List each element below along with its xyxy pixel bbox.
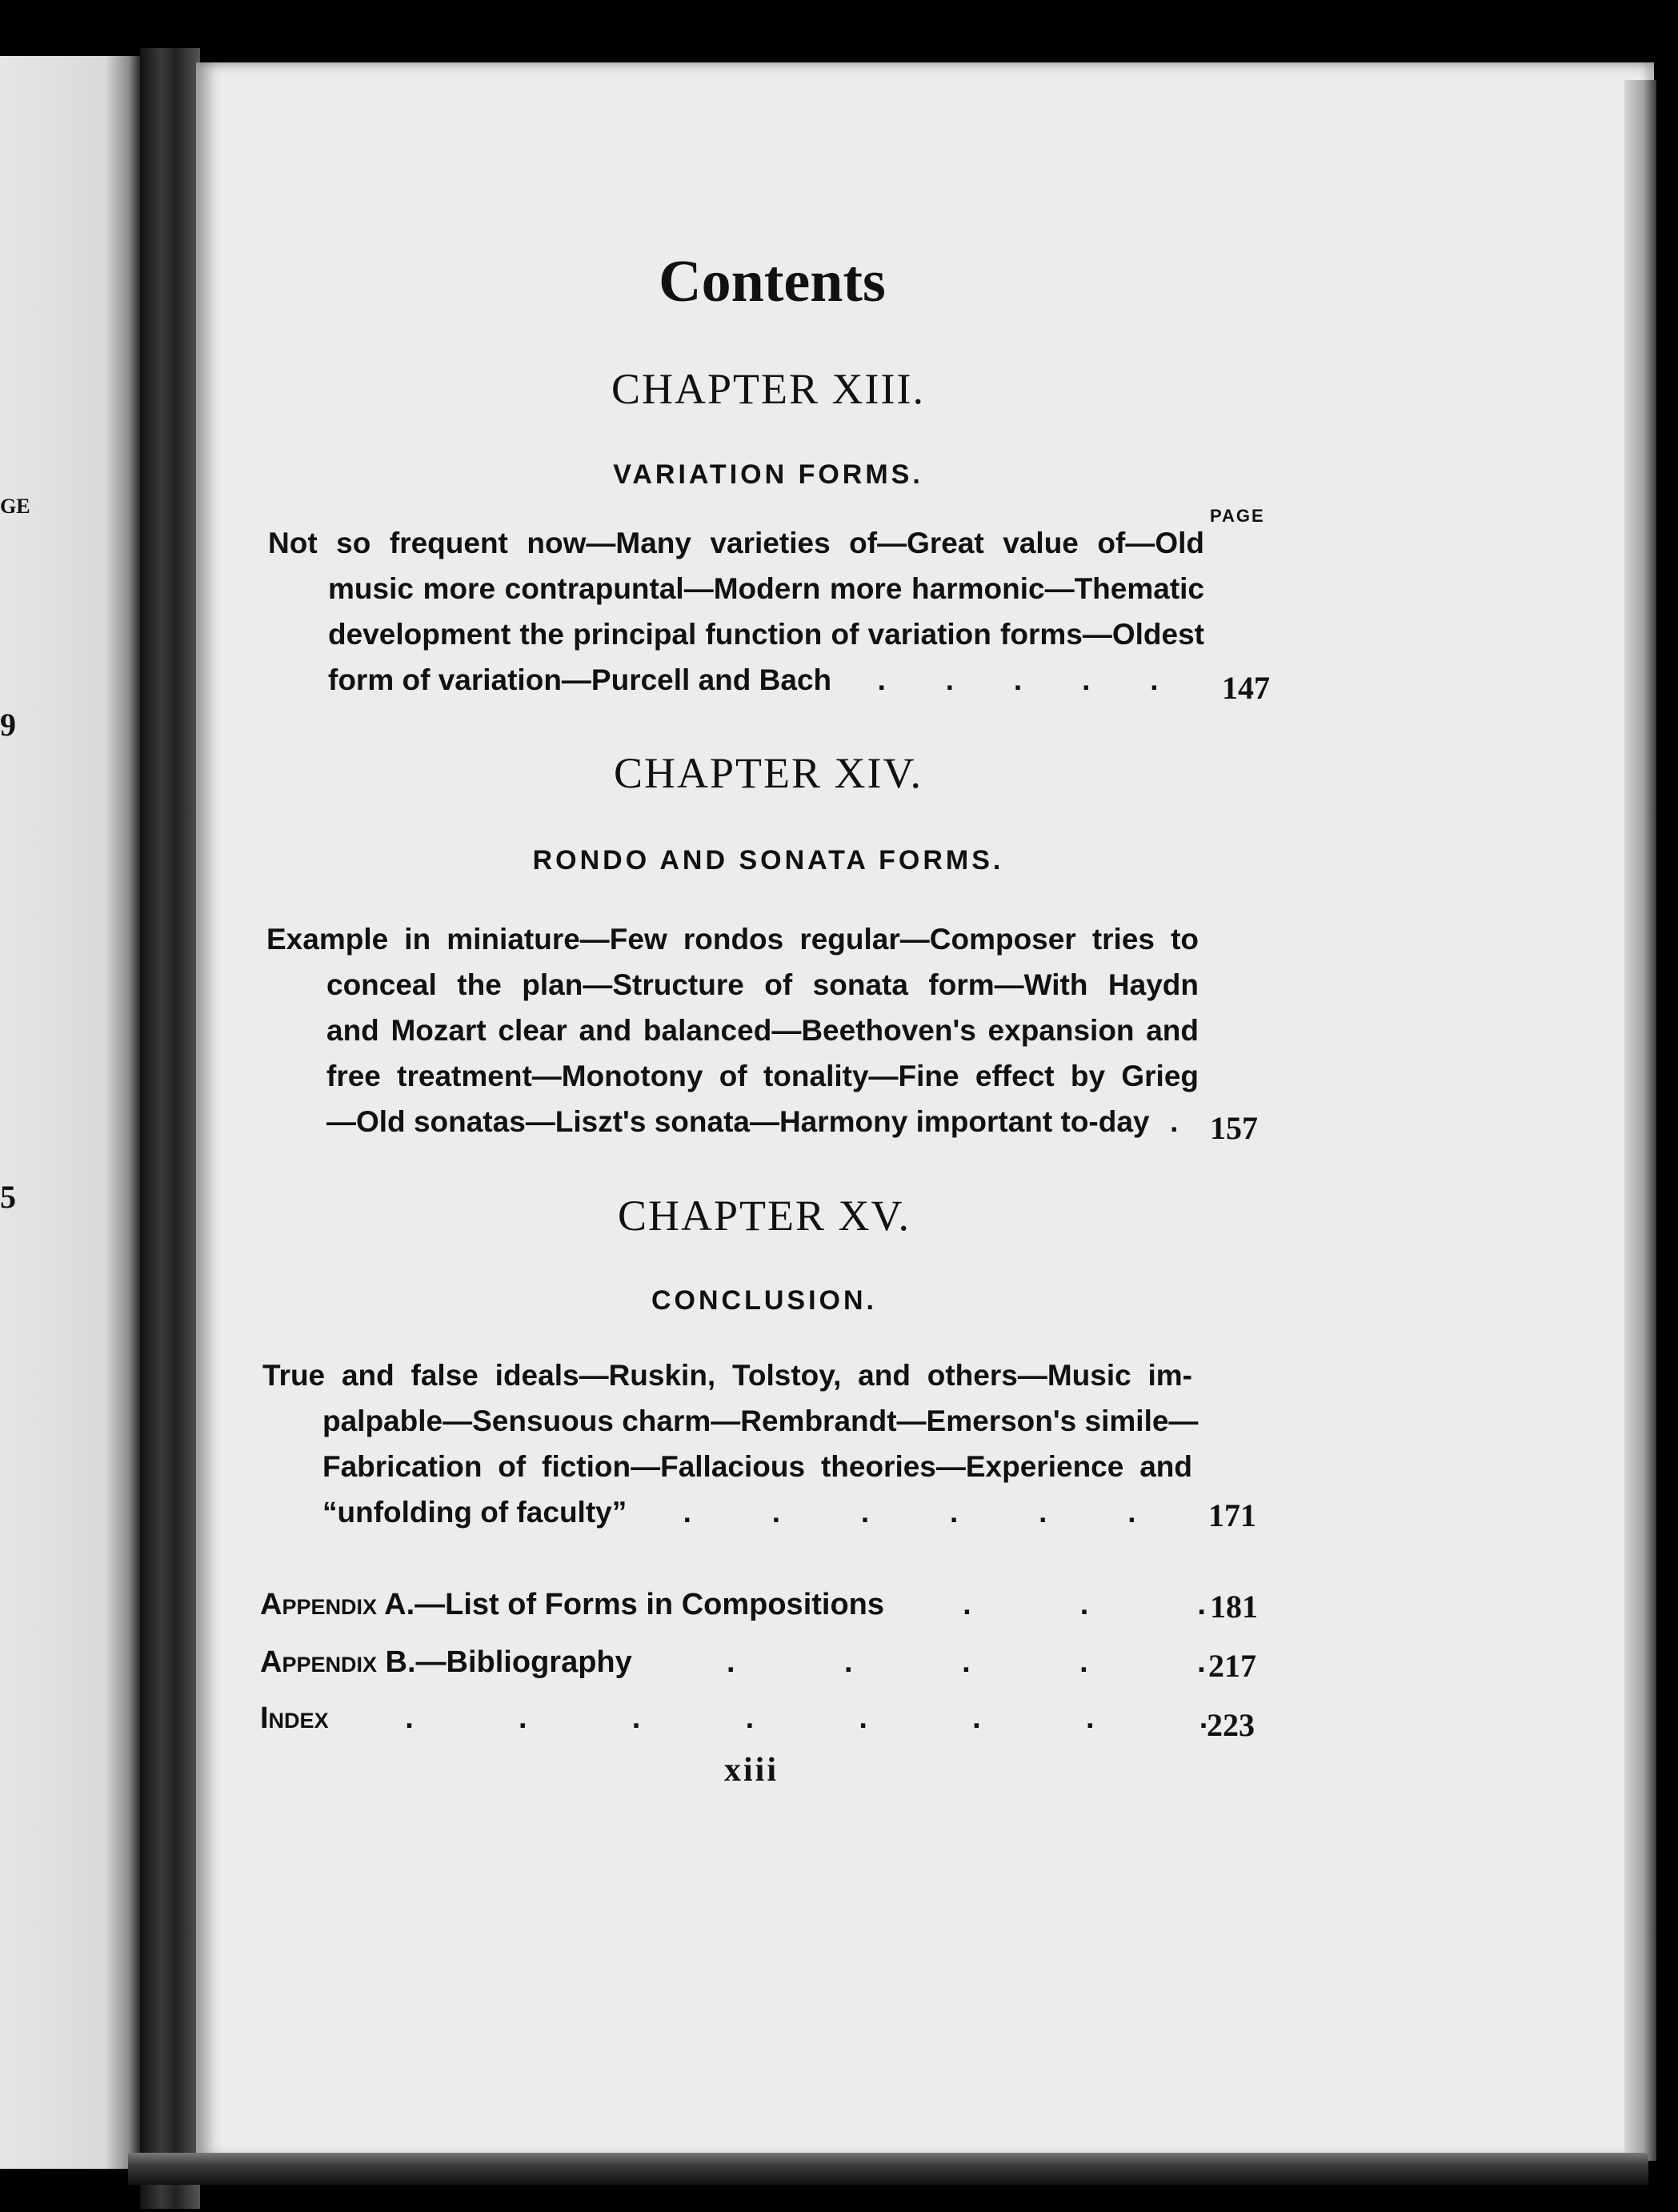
summary-line: conceal the plan—Structure of sonata form—With Haydn bbox=[326, 968, 1199, 1001]
page-title: Contents bbox=[659, 249, 886, 315]
page-column-label: PAGE bbox=[1210, 506, 1265, 526]
index-row bbox=[260, 1701, 1260, 1736]
summary-line: True and false ideals—Ruskin, Tolstoy, and others—Music im- bbox=[262, 1359, 1192, 1392]
chapter-14-summary bbox=[266, 916, 1199, 1144]
appendix-b-page-number: 217 bbox=[1208, 1648, 1256, 1684]
chapter-13-page-number: 147 bbox=[1222, 670, 1270, 706]
page-right-edge bbox=[1624, 80, 1656, 2161]
dot-leader: . . . bbox=[963, 1588, 1206, 1621]
left-page-fragment-1: GE bbox=[0, 495, 30, 518]
summary-line: Not so frequent now—Many varieties of—Great value of—Old bbox=[268, 527, 1204, 559]
summary-line: development the principal function of variation forms—Oldest bbox=[328, 618, 1204, 651]
summary-line: free treatment—Monotony of tonality—Fine effect by Grieg bbox=[326, 1060, 1199, 1092]
chapter-14-page-number: 157 bbox=[1210, 1110, 1258, 1146]
dot-leader: . . . . . bbox=[727, 1645, 1206, 1679]
appendix-a-page-number: 181 bbox=[1210, 1589, 1258, 1625]
summary-line: Example in miniature—Few rondos regular—Composer tries to bbox=[266, 923, 1199, 956]
chapter-15-heading: CHAPTER XV. bbox=[617, 1192, 911, 1240]
summary-last-line bbox=[326, 1099, 1199, 1144]
appendix-b-label: Appendix B.—Bibliography bbox=[260, 1645, 632, 1679]
page-bottom-edge bbox=[128, 2153, 1648, 2185]
summary-line: Fabrication of fiction—Fallacious theories—Experience and bbox=[322, 1450, 1192, 1483]
dot-leader: . bbox=[1170, 1105, 1179, 1138]
summary-line: “unfolding of faculty” bbox=[322, 1496, 627, 1529]
summary-last-line bbox=[322, 1489, 1192, 1535]
page-folio: xiii bbox=[724, 1752, 779, 1789]
summary-line: —Old sonatas—Liszt's sonata—Harmony important to-day bbox=[326, 1105, 1150, 1138]
index-page-number: 223 bbox=[1207, 1707, 1255, 1743]
summary-line: form of variation—Purcell and Bach bbox=[328, 663, 832, 696]
chapter-15-page-number: 171 bbox=[1208, 1497, 1256, 1533]
chapter-13-heading: CHAPTER XIII. bbox=[611, 365, 925, 413]
chapter-13-subheading: VARIATION FORMS. bbox=[613, 459, 923, 490]
summary-line: and Mozart clear and balanced—Beethoven's expansion and bbox=[326, 1014, 1199, 1047]
chapter-15-subheading: CONCLUSION. bbox=[651, 1285, 877, 1316]
summary-last-line bbox=[328, 657, 1204, 703]
dot-leader: . . . . . bbox=[877, 663, 1159, 696]
chapter-14-heading: CHAPTER XIV. bbox=[613, 749, 923, 797]
appendix-a-label: Appendix A.—List of Forms in Compositions bbox=[260, 1588, 885, 1621]
book-gutter bbox=[140, 48, 200, 2209]
appendix-a-row bbox=[260, 1588, 1260, 1622]
left-page-sliver bbox=[0, 56, 140, 2169]
chapter-13-summary bbox=[268, 520, 1204, 703]
left-page-fragment-2: 9 bbox=[0, 707, 16, 743]
chapter-15-summary bbox=[262, 1352, 1199, 1535]
chapter-14-subheading: RONDO AND SONATA FORMS. bbox=[532, 845, 1004, 876]
left-page-fragment-3: 5 bbox=[0, 1179, 16, 1215]
appendix-b-row bbox=[260, 1645, 1260, 1680]
dot-leader: . . . . . . . . bbox=[405, 1701, 1208, 1735]
summary-line: music more contrapuntal—Modern more harmonic—Thematic bbox=[328, 572, 1204, 605]
summary-line: palpable—Sensuous charm—Rembrandt—Emerson's simile— bbox=[322, 1405, 1199, 1437]
dot-leader: . . . . . . bbox=[683, 1496, 1136, 1529]
index-label: Index bbox=[260, 1701, 329, 1735]
